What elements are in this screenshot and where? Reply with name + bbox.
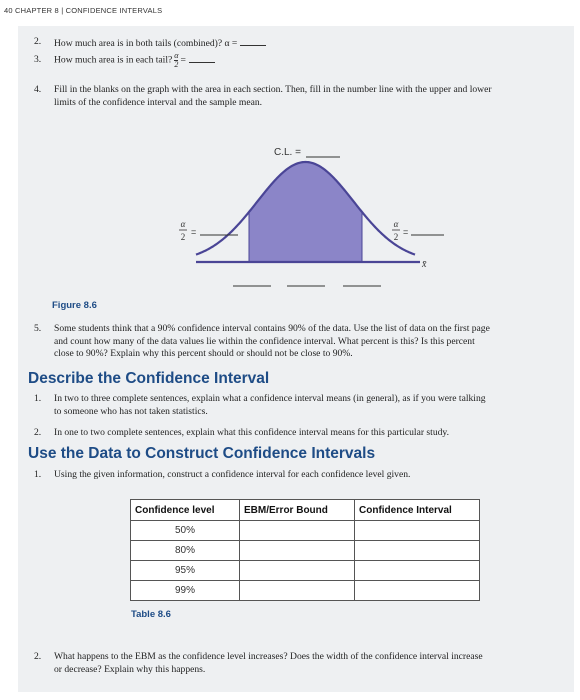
table-row: [131, 581, 480, 601]
confidence-level-cell: 80%: [131, 541, 240, 561]
confidence-level-cell: 50%: [131, 521, 240, 541]
question-number: 1.: [34, 393, 42, 404]
alpha-over-two-fraction: $\frac{\alpha}{2}$: [174, 51, 179, 69]
table-row: [131, 541, 480, 561]
interval-cell[interactable]: [355, 561, 480, 581]
column-header: EBM/Error Bound: [240, 500, 355, 521]
question-text-line: or decrease? Explain why this happens.: [54, 663, 206, 675]
ebm-cell[interactable]: [240, 521, 355, 541]
left-tail-alpha: α: [180, 219, 186, 229]
confidence-level-cell: 99%: [131, 581, 240, 601]
question-text-line: Some students think that a 90% confidence interval contains 90% of the data. Use the list of data on the first page: [54, 323, 490, 334]
question-text-line: and count how many of the data values lie within the confidence interval. What percent is this? Is this percent: [54, 335, 475, 347]
question-number: 3.: [34, 54, 42, 65]
question-text-line: limits of the confidence interval and the sample mean.: [54, 96, 263, 108]
table-row: [131, 561, 480, 581]
right-tail-alpha: α: [393, 219, 399, 229]
table-caption: Table 8.6: [131, 609, 171, 620]
question-text-line: In two to three complete sentences, explain what a confidence interval means (in general), as if you were talking: [54, 393, 486, 404]
table-header-row: [131, 500, 480, 521]
question-number: 2.: [34, 36, 42, 47]
sample-mean-symbol: x̄: [422, 259, 427, 270]
figure-caption: Figure 8.6: [52, 300, 97, 311]
right-tail-equals: =: [403, 227, 409, 237]
question-text-line: close to 90%? Explain why this percent should or should not be close to 90%.: [54, 348, 353, 360]
question-text-line: Using the given information, construct a confidence interval for each confidence level given.: [54, 469, 411, 480]
confidence-region: [249, 162, 362, 262]
interval-cell[interactable]: [355, 581, 480, 601]
left-tail-two: 2: [180, 232, 186, 242]
interval-cell[interactable]: [355, 521, 480, 541]
equals-sign: =: [180, 54, 186, 66]
question-text-line: to someone who has not taken statistics.: [54, 405, 208, 417]
right-tail-two: 2: [393, 232, 399, 242]
question-number: 2.: [34, 651, 42, 662]
ebm-cell[interactable]: [240, 561, 355, 581]
section-heading-construct: Use the Data to Construct Confidence Intervals: [28, 445, 376, 462]
question-number: 2.: [34, 427, 42, 438]
confidence-level-table: [130, 499, 480, 601]
column-header: Confidence Interval: [355, 500, 480, 521]
question-text-line: What happens to the EBM as the confidence level increases? Does the width of the confidence interval increase: [54, 651, 483, 662]
section-heading-describe: Describe the Confidence Interval: [28, 370, 270, 387]
question-number: 1.: [34, 469, 42, 480]
ebm-cell[interactable]: [240, 541, 355, 561]
column-header: Confidence level: [131, 500, 240, 521]
question-text-line: Fill in the blanks on the graph with the area in each section. Then, fill in the number line with the upper and lower: [54, 84, 492, 95]
question-text-line: In one to two complete sentences, explain what this confidence interval means for this particular study.: [54, 427, 449, 438]
cl-label: C.L. =: [274, 147, 301, 158]
confidence-level-cell: 95%: [131, 561, 240, 581]
left-tail-equals: =: [191, 227, 197, 237]
question-text: How much area is in both tails (combined)? α =: [54, 38, 238, 49]
running-header: 40 CHAPTER 8 | CONFIDENCE INTERVALS: [4, 6, 163, 15]
question-text: How much area is in each tail?: [54, 54, 173, 66]
ebm-cell[interactable]: [240, 581, 355, 601]
interval-cell[interactable]: [355, 541, 480, 561]
question-number: 4.: [34, 84, 42, 95]
question-number: 5.: [34, 323, 42, 334]
table-row: [131, 521, 480, 541]
